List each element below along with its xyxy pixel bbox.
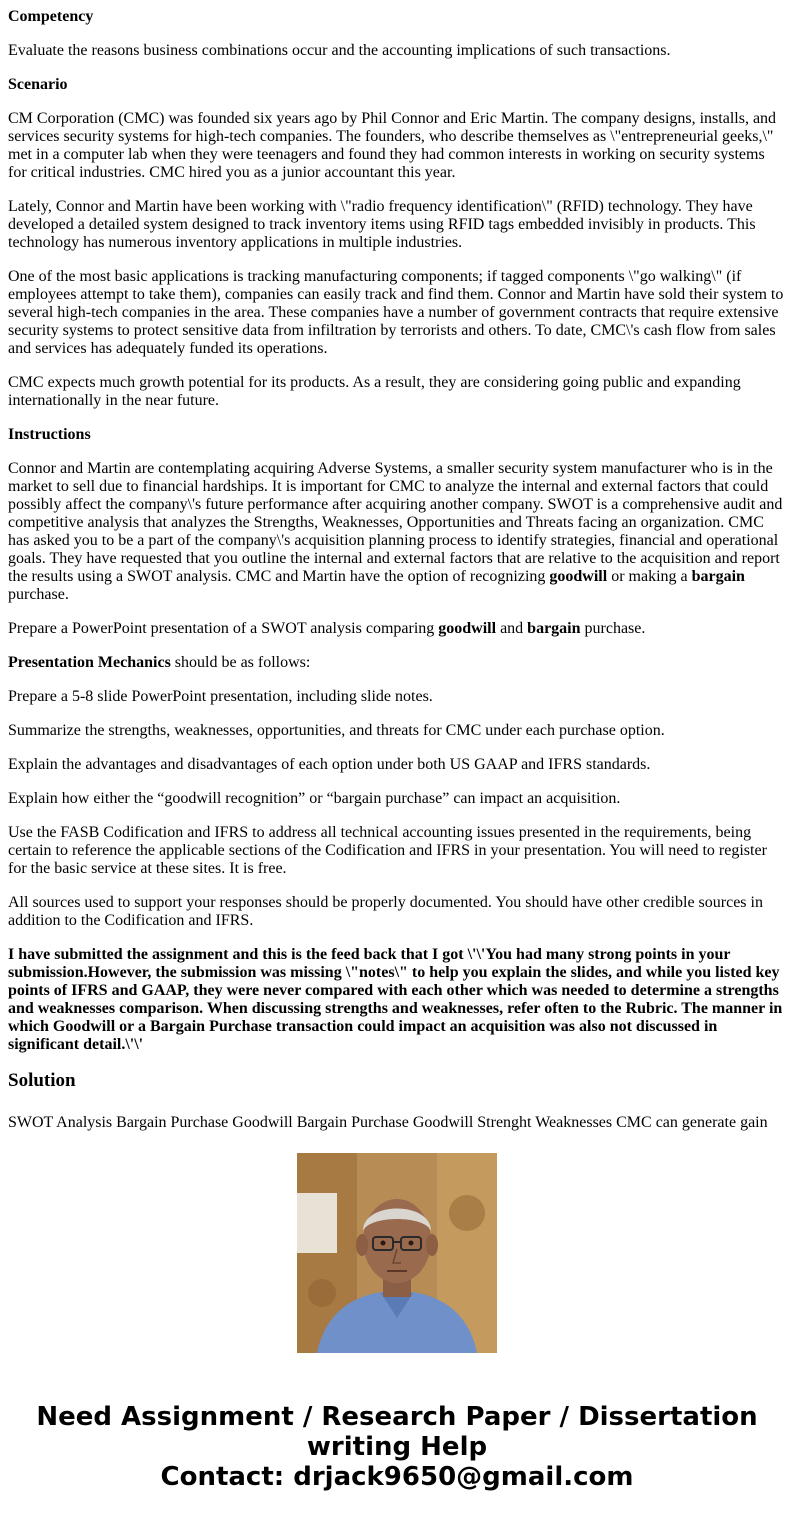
mechanics-item: All sources used to support your responses should be properly documented. You should have other credible sources in addition to the Codification and IFRS. xyxy=(8,894,763,929)
bargain-term: bargain xyxy=(527,620,581,637)
instructions-text-a: Connor and Martin are contemplating acquiring Adverse Systems, a smaller security system manufacturer who is in the market to sell due to financial hardships. It is important for CMC to analyze the internal and external factors that could possibly affect the company\'s future performance after acquiring another company. SWOT is a comprehensive audit and competitive analysis that analyzes the Strengths, Weaknesses, Opportunities and Threats facing an organization. CMC has asked you to be a part of the company\'s acquisition planning process to identify strategies, financial and operational goals. They have requested that you outline the internal and external factors that are relative to the acquisition and report the results using a SWOT analysis. CMC and Martin have the option of recognizing xyxy=(8,460,783,585)
goodwill-term: goodwill xyxy=(438,620,497,637)
footer-tagline: Need Assignment / Research Paper / Dissertation writing Help xyxy=(36,1402,758,1462)
instructions-p2-text-c: purchase. xyxy=(580,620,646,637)
mechanics-item: Explain how either the “goodwill recognition” or “bargain purchase” can impact an acquisition. xyxy=(8,790,621,807)
scenario-paragraph-1: CM Corporation (CMC) was founded six years ago by Phil Connor and Eric Martin. The company designs, installs, and services security systems for high-tech companies. The founders, who describe themselves as \"entrepreneurial geeks,\" met in a computer lab when they were teenagers and found they had common interests in working on security systems for critical industries. CMC hired you as a junior accountant this year. xyxy=(8,110,777,181)
feedback-paragraph: I have submitted the assignment and this is the feed back that I got \'\'You had many strong points in your submission.However, the submission was missing \"notes\" to help you explain the slides, and while you listed key points of IFRS and GAAP, they were never compared with each other which was needed to determine a strengths and weaknesses comparison. When discussing strengths and weaknesses, refer often to the Rubric. The manner in which Goodwill or a Bargain Purchase transaction could impact an acquisition was also not discussed in significant detail.\'\' xyxy=(8,946,783,1053)
mechanics-item: Use the FASB Codification and IFRS to address all technical accounting issues presented in the requirements, being certain to reference the applicable sections of the Codification and IFRS in your presentation. You will need to register for the basic service at these sites. It is free. xyxy=(8,824,767,877)
instructions-heading: Instructions xyxy=(8,426,91,443)
document-body xyxy=(8,8,786,1131)
instructions-paragraph-1 xyxy=(8,460,786,604)
scenario-paragraph-4: CMC expects much growth potential for its products. As a result, they are considering going public and expanding internationally in the near future. xyxy=(8,374,741,409)
instructions-p2-text-b: and xyxy=(496,620,528,637)
avatar xyxy=(297,1153,497,1353)
footer-contact: Contact: drjack9650@gmail.com xyxy=(160,1462,634,1492)
solution-preview: SWOT Analysis Bargain Purchase Goodwill Bargain Purchase Goodwill Strenght Weaknesses CMC can generate gain xyxy=(8,1114,768,1131)
mechanics-intro xyxy=(8,654,786,672)
scenario-paragraph-3: One of the most basic applications is tracking manufacturing components; if tagged components \"go walking\" (if employees attempt to take them), companies can easily track and find them. Connor and Martin have sold their system to several high-tech companies in the area. These companies have a number of government contracts that require extensive security systems to protect sensitive data from infiltration by terrorists and others. To date, CMC\'s cash flow from sales and services has adequately funded its operations. xyxy=(8,268,784,357)
mechanics-item: Explain the advantages and disadvantages of each option under both US GAAP and IFRS standards. xyxy=(8,756,651,773)
instructions-text-c: purchase. xyxy=(8,586,69,603)
scenario-paragraph-2: Lately, Connor and Martin have been working with \"radio frequency identification\" (RFID) technology. They have developed a detailed system designed to track inventory items using RFID tags embedded invisibly in products. This technology has numerous inventory applications in multiple industries. xyxy=(8,198,756,251)
profile-photo-icon xyxy=(297,1153,497,1353)
mechanics-heading: Presentation Mechanics xyxy=(8,654,171,671)
goodwill-term: goodwill xyxy=(549,568,608,585)
scenario-heading: Scenario xyxy=(8,76,68,93)
competency-heading: Competency xyxy=(8,8,94,25)
mechanics-item: Summarize the strengths, weaknesses, opportunities, and threats for CMC under each purchase option. xyxy=(8,722,665,739)
mechanics-item: Prepare a 5-8 slide PowerPoint presentation, including slide notes. xyxy=(8,688,433,705)
instructions-text-b: or making a xyxy=(607,568,692,585)
instructions-p2-text-a: Prepare a PowerPoint presentation of a SWOT analysis comparing xyxy=(8,620,439,637)
bargain-term: bargain xyxy=(691,568,745,585)
competency-text: Evaluate the reasons business combinations occur and the accounting implications of such transactions. xyxy=(8,42,671,59)
solution-heading: Solution xyxy=(8,1070,76,1091)
footer-banner xyxy=(0,1402,794,1492)
instructions-paragraph-2 xyxy=(8,620,786,638)
mechanics-rest: should be as follows: xyxy=(170,654,311,671)
